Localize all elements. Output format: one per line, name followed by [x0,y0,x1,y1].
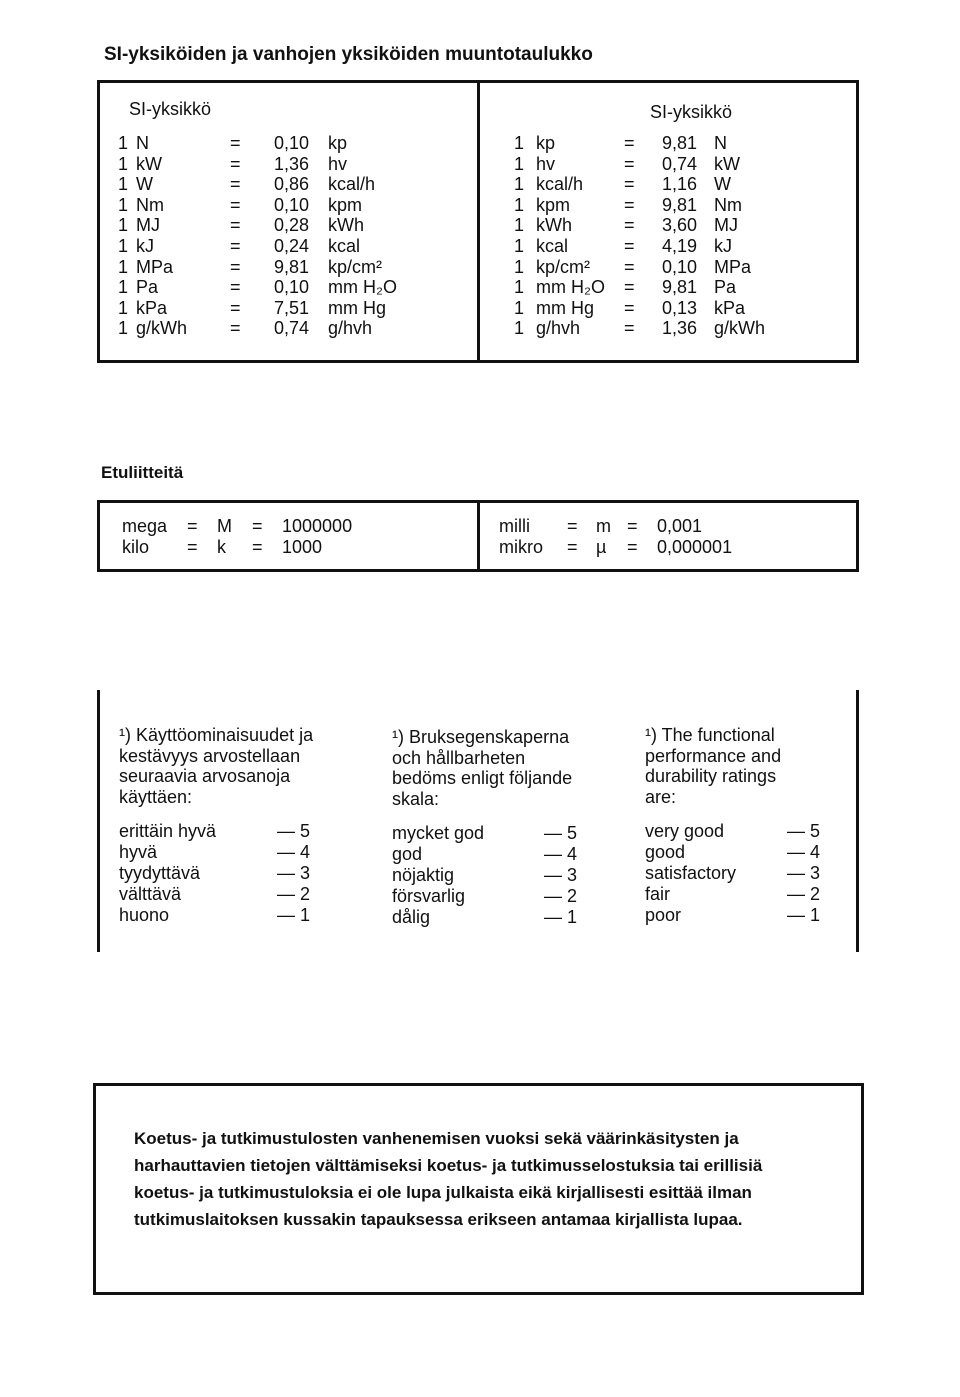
conversion-row [514,298,854,319]
conversion-unit: kpm [536,194,571,215]
rating-label: tyydyttävä [119,863,201,883]
conversion-count: 1 [514,277,525,298]
conversion-target-unit: mm Hg [328,297,386,318]
conversion-count: 1 [118,277,129,298]
prefix-name: mega [122,516,168,536]
conversion-target-unit: hv [328,153,348,174]
rating-label: hyvä [119,842,158,862]
prefix-symbol: k [217,537,226,557]
conversion-unit: kcal [536,235,569,256]
conversion-row [514,318,854,339]
prefix-value: 0,000001 [657,537,733,557]
equals-sign: = [624,153,635,174]
conversion-row [118,236,468,257]
rating-row [645,842,825,863]
rating-row [645,884,825,905]
rating-label: good [645,842,686,862]
conversion-row [514,133,854,154]
conversion-row [118,154,468,175]
conversion-target-unit: g/hvh [328,318,373,339]
rating-score: — 4 [787,842,821,862]
conversion-count: 1 [514,318,525,339]
rating-score: — 2 [277,884,311,904]
conversion-value: 1,16 [662,174,698,195]
conversion-target-unit: kcal/h [328,174,376,195]
rating-score: — 5 [787,821,821,841]
equals-sign: = [567,516,578,536]
prefix-row [122,537,462,558]
conversion-row [514,215,854,236]
equals-sign: = [624,215,635,236]
conversion-count: 1 [514,256,525,277]
conversion-value: 9,81 [662,277,698,298]
equals-sign: = [624,256,635,277]
rating-row [392,844,622,865]
rating-score: — 5 [277,821,311,841]
conversion-target-unit: N [714,133,727,153]
rating-row [392,886,622,907]
equals-sign: = [230,277,241,298]
conversion-count: 1 [514,297,525,318]
left-conversion-list [118,133,468,339]
prefixes-right [499,516,849,558]
conversion-unit: Nm [136,194,164,215]
conversion-count: 1 [118,133,129,153]
conversion-count: 1 [118,318,129,339]
conversion-table-divider [477,80,480,363]
rating-score: — 1 [544,907,578,927]
conversion-row [514,277,854,298]
conversion-target-unit: kJ [714,235,732,256]
rating-label: välttävä [119,884,182,904]
conversion-target-unit: g/kWh [714,318,766,339]
conversion-value: 0,74 [274,318,310,339]
conversion-row [514,257,854,278]
conversion-target-unit: Pa [714,277,737,298]
conversion-target-unit: MPa [714,256,752,277]
conversion-unit: W [136,174,153,195]
conversion-value: 3,60 [662,215,698,236]
conversion-row [118,298,468,319]
conversion-row [118,215,468,236]
conversion-value: 0,10 [274,133,310,153]
equals-sign: = [230,297,241,318]
rating-row [392,865,622,886]
conversion-count: 1 [118,215,129,236]
conversion-value: 9,81 [662,194,698,215]
conversion-target-unit: kpm [328,194,363,215]
conversion-count: 1 [118,235,129,256]
conversion-count: 1 [514,235,525,256]
rating-row [119,863,364,884]
rating-score: — 5 [544,823,578,843]
equals-sign: = [627,516,638,536]
conversion-target-unit: kp/cm² [328,256,382,277]
conversion-row [118,133,468,154]
rating-row [119,884,364,905]
equals-sign: = [187,516,198,536]
rating-row [392,907,622,928]
conversion-target-unit: kp [328,133,348,153]
conversion-unit: kWh [536,215,572,236]
prefixes-table-divider [477,500,480,572]
equals-sign: = [624,174,635,195]
conversion-row [514,195,854,216]
rating-score: — 2 [787,884,821,904]
equals-sign: = [252,516,263,536]
prefixes-left [122,516,462,558]
conversion-count: 1 [514,174,525,195]
ratings-column-swedish [392,727,622,928]
prefix-name: milli [499,516,530,536]
conversion-unit: kJ [136,235,154,256]
equals-sign: = [230,174,241,195]
prefix-name: mikro [499,537,543,557]
rating-label: huono [119,905,170,925]
conversion-target-unit: MJ [714,215,738,236]
ratings-column-english [645,725,825,926]
rating-score: — 3 [544,865,578,885]
conversion-row [514,236,854,257]
conversion-unit: hv [536,153,556,174]
equals-sign: = [230,215,241,236]
conversion-unit: Pa [136,277,159,298]
rating-row [392,823,622,844]
rating-score: — 2 [544,886,578,906]
conversion-value: 0,24 [274,235,310,256]
equals-sign: = [624,318,635,339]
rating-label: försvarlig [392,886,466,906]
conversion-unit: kW [136,153,162,174]
prefix-symbol: M [217,516,232,536]
conversion-target-unit: kcal [328,235,361,256]
prefix-row [499,516,849,537]
conversion-value: 1,36 [662,318,698,339]
prefix-symbol: m [596,516,611,536]
conversion-target-unit: mm H₂O [328,277,397,298]
conversion-value: 1,36 [274,153,310,174]
conversion-count: 1 [118,297,129,318]
si-unit-heading-right: SI-yksikkö [650,102,733,122]
equals-sign: = [624,194,635,215]
equals-sign: = [252,537,263,557]
prefix-value: 1000000 [282,516,353,536]
conversion-unit: N [136,133,149,153]
equals-sign: = [230,256,241,277]
ratings-intro: ¹) Bruksegenskaperna och hållbarheten bedöms enligt följande skala: [392,727,573,809]
equals-sign: = [230,235,241,256]
prefix-value: 0,001 [657,516,703,536]
conversion-count: 1 [514,215,525,236]
rating-score: — 3 [787,863,821,883]
conversion-value: 9,81 [662,133,698,153]
conversion-unit: kp [536,133,556,153]
rating-row [645,821,825,842]
conversion-unit: g/hvh [536,318,581,339]
rating-label: dålig [392,907,431,927]
conversion-row [118,318,468,339]
rating-label: god [392,844,423,864]
ratings-intro: ¹) The functional performance and durability ratings are: [645,725,782,807]
si-unit-heading-left: SI-yksikkö [129,99,212,119]
conversion-count: 1 [514,194,525,215]
equals-sign: = [624,133,635,153]
conversion-row [514,174,854,195]
ratings-intro: ¹) Käyttöominaisuudet ja kestävyys arvostellaan seuraavia arvosanoja käyttäen: [119,725,314,807]
conversion-value: 0,86 [274,174,310,195]
equals-sign: = [230,133,241,153]
conversion-count: 1 [118,256,129,277]
conversion-unit: g/kWh [136,318,188,339]
prefix-name: kilo [122,537,150,557]
conversion-value: 0,13 [662,297,698,318]
conversion-value: 0,28 [274,215,310,236]
conversion-target-unit: kPa [714,297,746,318]
rating-label: mycket god [392,823,485,843]
equals-sign: = [230,318,241,339]
ratings-column-finnish [119,725,364,926]
rating-row [645,863,825,884]
equals-sign: = [230,153,241,174]
prefix-value: 1000 [282,537,323,557]
rating-label: erittäin hyvä [119,821,217,841]
conversion-value: 4,19 [662,235,698,256]
conversion-row [514,154,854,175]
publication-notice: Koetus- ja tutkimustulosten vanhenemisen vuoksi sekä väärinkäsitysten ja harhauttavien tietojen välttämiseksi koetus- ja tutkimusselostuksia tai erillisiä koetus- ja tutkimustuloksia ei ole lupa julkaista eikä kirjallisesti esittää ilman tutkimuslaitoksen kussakin tapauksessa erikseen antamaa kirjallista lupaa. [134,1129,763,1229]
rating-score: — 4 [277,842,311,862]
rating-label: poor [645,905,682,925]
prefix-symbol: µ [596,537,607,557]
rating-label: satisfactory [645,863,737,883]
conversion-unit: mm H₂O [536,277,605,298]
conversion-value: 0,74 [662,153,698,174]
conversion-unit: MPa [136,256,174,277]
conversion-value: 0,10 [274,277,310,298]
conversion-unit: MJ [136,215,160,236]
conversion-count: 1 [118,174,129,195]
conversion-row [118,174,468,195]
prefix-row [499,537,849,558]
rating-score: — 1 [277,905,311,925]
conversion-value: 9,81 [274,256,310,277]
prefixes-heading: Etuliitteitä [101,463,184,482]
prefix-row [122,516,462,537]
conversion-unit: mm Hg [536,297,594,318]
equals-sign: = [567,537,578,557]
conversion-target-unit: W [714,174,731,195]
conversion-unit: kp/cm² [536,256,590,277]
equals-sign: = [624,297,635,318]
rating-row [119,821,364,842]
rating-score: — 1 [787,905,821,925]
conversion-target-unit: Nm [714,194,742,215]
rating-score: — 3 [277,863,311,883]
conversion-value: 0,10 [662,256,698,277]
equals-sign: = [187,537,198,557]
rating-label: very good [645,821,725,841]
rating-score: — 4 [544,844,578,864]
rating-row [119,842,364,863]
conversion-value: 7,51 [274,297,310,318]
equals-sign: = [624,277,635,298]
conversion-target-unit: kW [714,153,740,174]
conversion-count: 1 [514,153,525,174]
conversion-count: 1 [118,194,129,215]
conversion-target-unit: kWh [328,215,364,236]
conversion-unit: kPa [136,297,168,318]
conversion-count: 1 [118,153,129,174]
conversion-value: 0,10 [274,194,310,215]
rating-row [645,905,825,926]
right-conversion-list [514,133,854,339]
conversion-row [118,277,468,298]
equals-sign: = [627,537,638,557]
conversion-unit: kcal/h [536,174,584,195]
equals-sign: = [624,235,635,256]
equals-sign: = [230,194,241,215]
conversion-row [118,257,468,278]
rating-row [119,905,364,926]
conversion-count: 1 [514,133,525,153]
page-title: SI-yksiköiden ja vanhojen yksiköiden muuntotaulukko [104,44,593,65]
rating-label: fair [645,884,671,904]
rating-label: nöjaktig [392,865,455,885]
conversion-row [118,195,468,216]
